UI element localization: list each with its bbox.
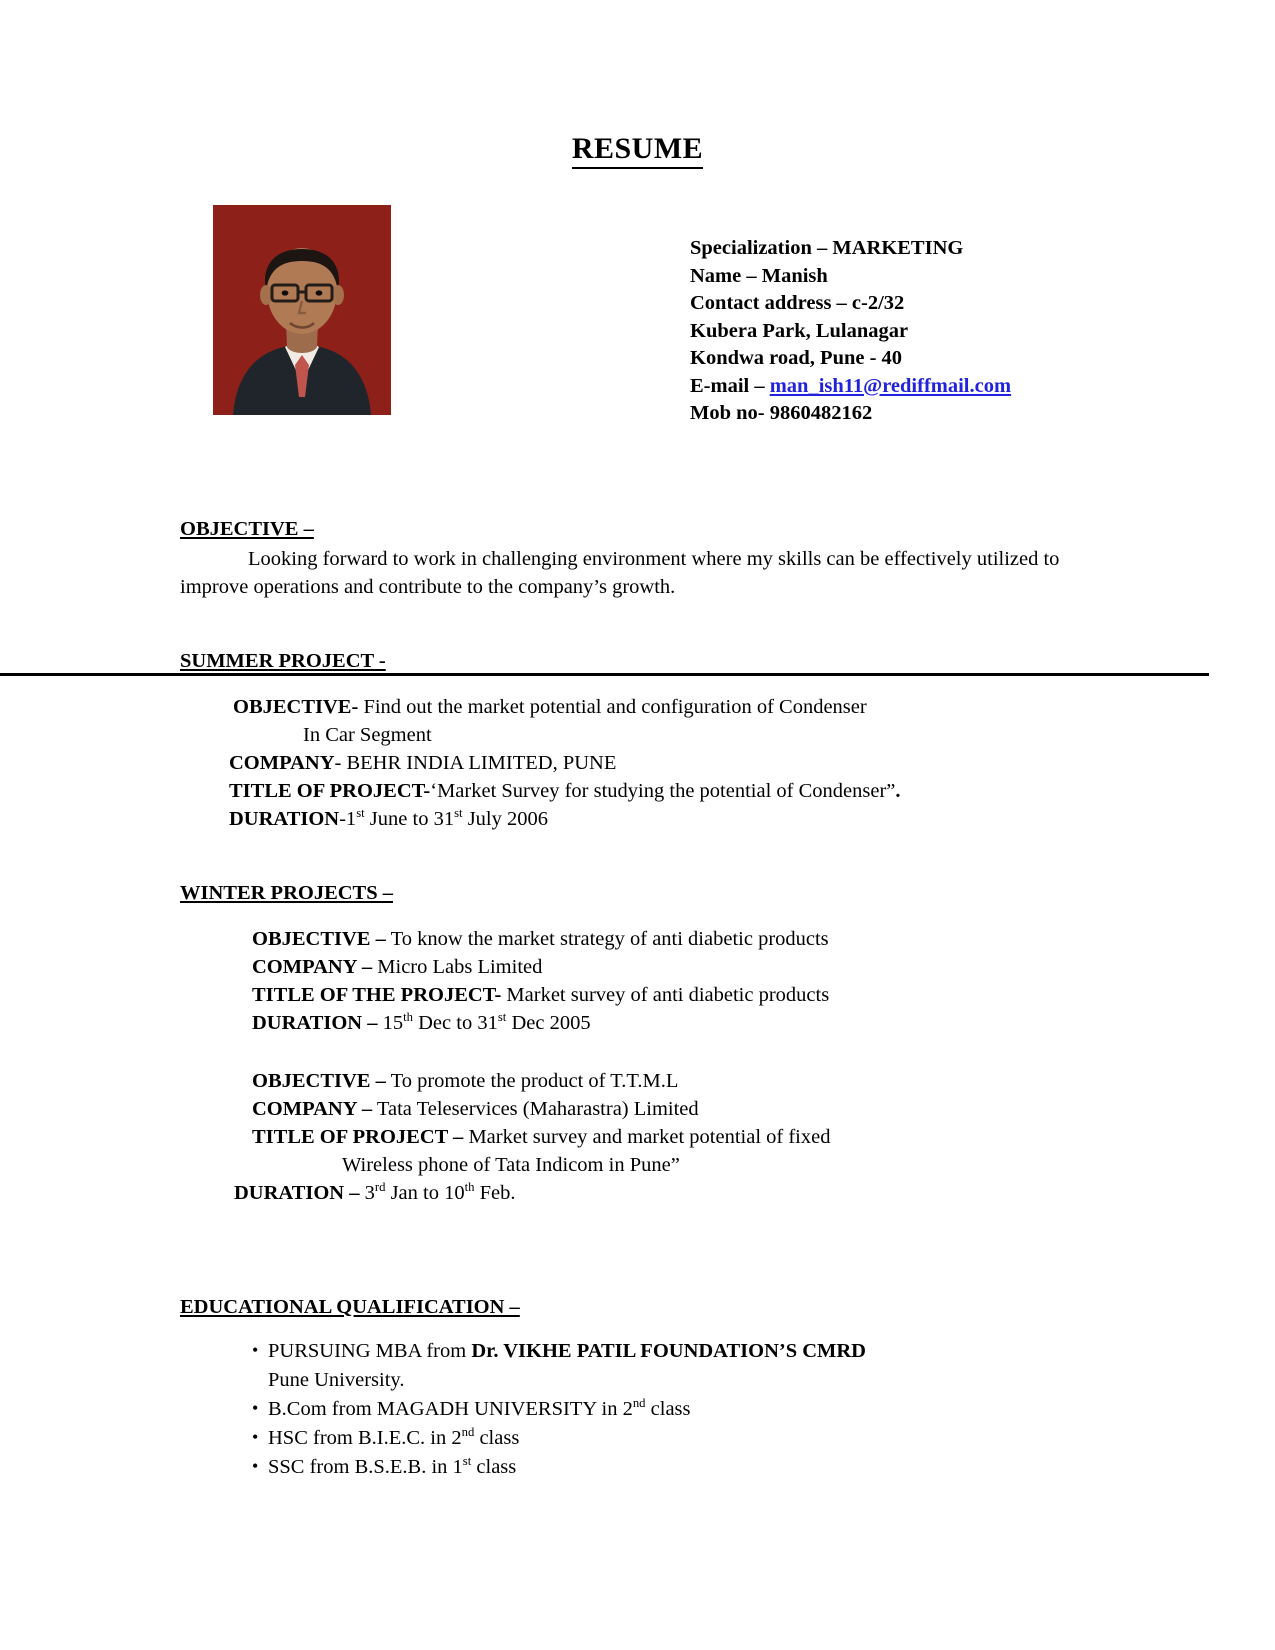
summer-company-line [229,749,1275,777]
winter2-title-text: Market survey and market potential of fixed [463,1126,831,1148]
winter1-title-line [252,981,1275,1009]
winter1-company-label: COMPANY – [252,956,373,978]
winter2-title-line-2: Wireless phone of Tata Indicom in Pune” [342,1154,680,1176]
header-section [0,205,1275,445]
summer-duration-end: July 2006 [462,808,548,830]
winter2-company-label: COMPANY – [252,1098,373,1120]
winter1-objective-line [252,925,1275,953]
summer-title-text: ‘Market Survey for studying the potential of Condenser” [430,780,896,802]
winter1-duration-end: Dec 2005 [506,1012,591,1034]
edu-item-pre: B.Com from MAGADH UNIVERSITY in 2 [268,1398,633,1420]
email-link[interactable]: man_ish11@rediffmail.com [769,374,1012,397]
document-body [0,495,1275,1482]
winter1-title-label: TITLE OF THE PROJECT- [252,984,502,1006]
summer-objective-label: OBJECTIVE- [233,696,359,718]
winter1-duration-label: DURATION – [252,1012,378,1034]
bullet-icon: • [252,1427,259,1447]
winter2-duration-sup-2: th [464,1180,475,1195]
edu-item-sup: nd [461,1425,475,1440]
winter2-title-label: TITLE OF PROJECT – [252,1126,464,1148]
address-line-2: Kubera Park, Lulanagar [690,319,909,342]
edu-item-pre: SSC from B.S.E.B. in 1 [268,1456,463,1478]
edu-item-tail: class [471,1456,517,1478]
winter2-duration-label: DURATION – [234,1182,360,1204]
bullet-icon: • [252,1398,259,1418]
edu-item-sup: st [462,1454,472,1469]
summer-duration-label: DURATION [229,808,340,830]
winter1-duration-mid: Dec to 31 [413,1012,498,1034]
winter1-company-text: Micro Labs Limited [372,956,543,978]
winter1-company-line [252,953,1275,981]
section-heading-objective: OBJECTIVE – [180,518,314,540]
winter2-duration-end: Feb. [474,1182,516,1204]
summer-objective-text: Find out the market potential and configuration of Condenser [358,696,867,718]
winter2-objective-label: OBJECTIVE – [252,1070,386,1092]
page-title: RESUME [572,132,703,169]
summer-objective-line-2: In Car Segment [303,724,432,746]
winter1-duration-pre: 15 [377,1012,404,1034]
winter-project-1 [252,925,1275,1037]
winter2-duration-pre: 3 [359,1182,375,1204]
section-heading-winter-projects: WINTER PROJECTS – [180,882,394,904]
edu-item-continuation: Pune University. [268,1369,405,1391]
edu-item-pre: PURSUING MBA from [268,1340,472,1362]
summer-company-label: COMPANY [229,752,335,774]
winter2-title-line [252,1123,1275,1151]
winter1-title-text: Market survey of anti diabetic products [501,984,830,1006]
avatar [213,205,391,415]
address-line-3: Kondwa road, Pune - 40 [690,347,903,369]
summer-project-block [229,693,1275,833]
list-item [252,1453,1275,1481]
summer-company-text: - BEHR INDIA LIMITED, PUNE [334,752,617,774]
education-list [252,1337,1275,1481]
summer-duration-line [229,805,1275,833]
winter1-objective-text: To know the market strategy of anti diabetic products [385,928,829,950]
section-heading-education: EDUCATIONAL QUALIFICATION – [180,1296,520,1318]
objective-text [180,545,1090,601]
winter1-duration-line [252,1009,1275,1037]
winter2-duration-sup-1: rd [374,1180,386,1195]
winter1-duration-sup-1: th [403,1010,413,1025]
list-item [252,1424,1275,1452]
objective-paragraph: Looking forward to work in challenging environment where my skills can be effectively utilized to improve operations and contribute to the company’s growth. [180,548,1060,598]
specialization-line: Specialization – MARKETING [690,237,964,259]
winter2-company-text: Tata Teleservices (Maharastra) Limited [372,1098,699,1120]
list-item-continuation [252,1366,1275,1394]
edu-item-pre: HSC from B.I.E.C. in 2 [268,1427,462,1449]
winter2-company-line [252,1095,1275,1123]
winter2-objective-line [252,1067,1275,1095]
winter2-duration-mid: Jan to 10 [385,1182,465,1204]
list-item [252,1395,1275,1423]
winter2-duration-line [234,1179,1275,1207]
email-line [690,373,1011,401]
email-label: E-mail – [690,374,770,397]
summer-title-label: TITLE OF PROJECT- [229,780,431,802]
section-heading-summer-project: SUMMER PROJECT - [180,650,386,672]
bullet-icon: • [252,1340,259,1360]
portrait-photo-icon [213,205,391,415]
page-title-container [0,0,1275,169]
edu-item-bold: Dr. VIKHE PATIL FOUNDATION’S CMRD [471,1340,866,1362]
summer-duration-sup-1: st [356,806,365,821]
list-item [252,1337,1275,1365]
mobile-line: Mob no- 9860482162 [690,402,873,424]
bullet-icon: • [252,1456,259,1476]
edu-item-tail: class [645,1398,691,1420]
summer-duration-sup-2: st [454,806,463,821]
summer-objective-line [233,693,1275,721]
summer-title-line [229,777,1275,805]
address-line-1: Contact address – c-2/32 [690,292,905,314]
edu-item-tail: class [474,1427,520,1449]
winter1-objective-label: OBJECTIVE – [252,928,386,950]
summer-title-text-end: . [895,780,901,802]
name-line: Name – Manish [690,264,828,287]
summer-duration-mid: June to 31 [364,808,455,830]
edu-item-sup: nd [632,1396,646,1411]
winter-project-2 [234,1067,1275,1207]
contact-block [690,235,1011,428]
summer-duration-pre: -1 [339,808,357,830]
winter1-duration-sup-2: st [497,1010,507,1025]
winter2-objective-text: To promote the product of T.T.M.L [385,1070,679,1092]
